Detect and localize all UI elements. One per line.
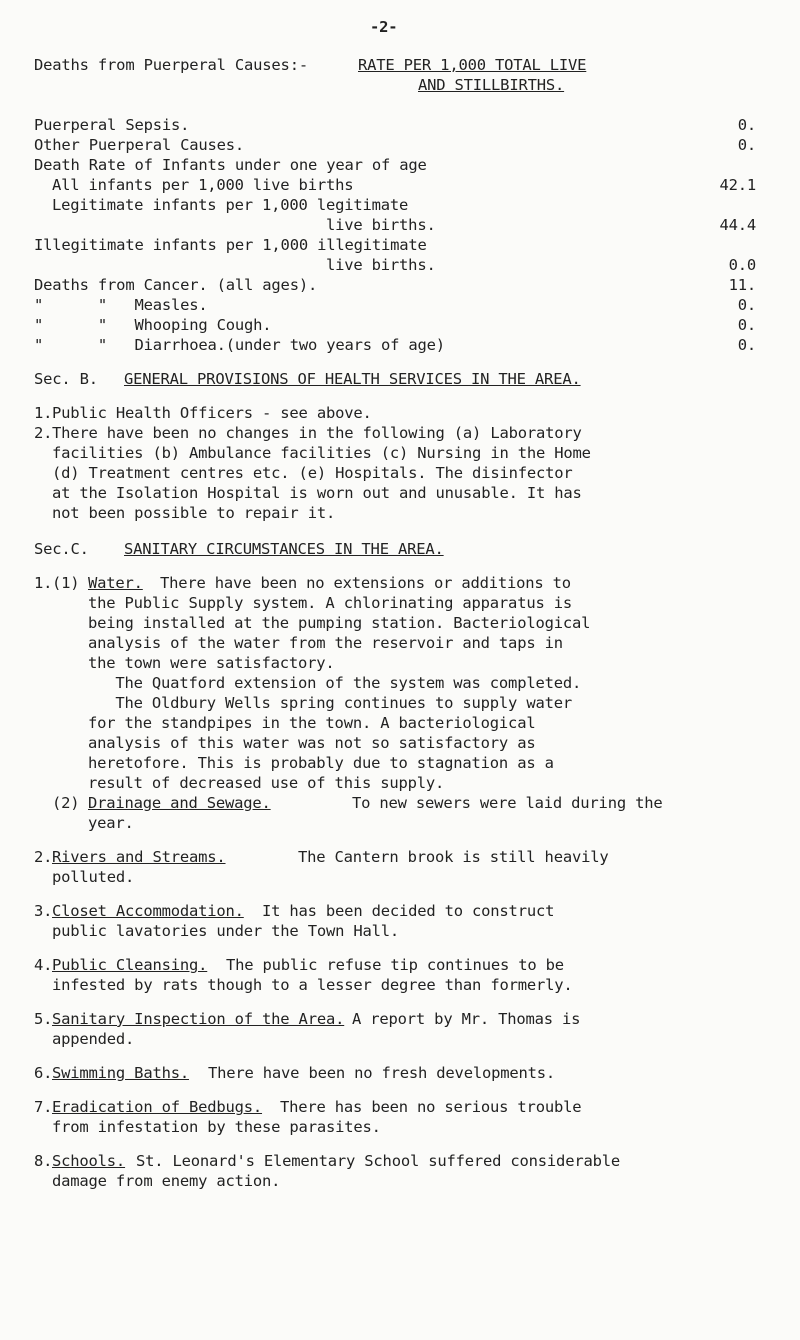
rate-value: 0. bbox=[737, 116, 756, 134]
rate-value: 42.1 bbox=[719, 176, 756, 194]
list-text: analysis of this water was not so satisfactory as bbox=[88, 734, 536, 752]
list-text: heretofore. This is probably due to stagnation as a bbox=[88, 754, 554, 772]
section-b-prefix: Sec. B. bbox=[34, 370, 98, 388]
item-heading: Eradication of Bedbugs. bbox=[52, 1098, 263, 1116]
rate-label: Death Rate of Infants under one year of age bbox=[34, 156, 427, 174]
list-text: appended. bbox=[52, 1030, 135, 1048]
item-heading: Closet Accommodation. bbox=[52, 902, 244, 920]
list-text: A report by Mr. Thomas is bbox=[352, 1010, 581, 1028]
list-text: It has been decided to construct bbox=[262, 902, 555, 920]
rate-label: Legitimate infants per 1,000 legitimate bbox=[52, 196, 409, 214]
sub-heading-drainage: Drainage and Sewage. bbox=[88, 794, 271, 812]
list-text: The public refuse tip continues to be bbox=[226, 956, 564, 974]
list-number: 5. bbox=[34, 1010, 53, 1028]
list-text: Public Health Officers - see above. bbox=[52, 404, 372, 422]
rate-value: 0. bbox=[737, 316, 756, 334]
rate-label: Puerperal Sepsis. bbox=[34, 116, 190, 134]
rate-value: 0. bbox=[737, 296, 756, 314]
item-heading: Swimming Baths. bbox=[52, 1064, 189, 1082]
list-text: at the Isolation Hospital is worn out and unusable. It has bbox=[52, 484, 582, 502]
sub-number: (2) bbox=[52, 794, 80, 812]
item-heading: Schools. bbox=[52, 1152, 126, 1170]
list-text: St. Leonard's Elementary School suffered considerable bbox=[136, 1152, 620, 1170]
rate-value: 44.4 bbox=[719, 216, 756, 234]
page-number: -2- bbox=[370, 18, 398, 36]
list-text: There have been no extensions or additions to bbox=[160, 574, 571, 592]
rate-label: " " Diarrhoea.(under two years of age) bbox=[34, 336, 445, 354]
rate-value: 0. bbox=[737, 136, 756, 154]
item-heading: Sanitary Inspection of the Area. bbox=[52, 1010, 345, 1028]
list-text: the Public Supply system. A chlorinating apparatus is bbox=[88, 594, 572, 612]
list-text: not been possible to repair it. bbox=[52, 504, 336, 522]
item-heading: Rivers and Streams. bbox=[52, 848, 226, 866]
rate-value: 0.0 bbox=[728, 256, 756, 274]
item-heading: Public Cleansing. bbox=[52, 956, 208, 974]
list-text: There have been no fresh developments. bbox=[208, 1064, 556, 1082]
list-text: damage from enemy action. bbox=[52, 1172, 281, 1190]
list-text: result of decreased use of this supply. bbox=[88, 774, 445, 792]
rate-value: 0. bbox=[737, 336, 756, 354]
list-text: for the standpipes in the town. A bacteriological bbox=[88, 714, 536, 732]
rate-label: live births. bbox=[326, 256, 436, 274]
list-number: 6. bbox=[34, 1064, 53, 1082]
section-heading-puerperal: Deaths from Puerperal Causes:- bbox=[34, 56, 308, 74]
list-text: year. bbox=[88, 814, 134, 832]
rate-column-heading-2: AND STILLBIRTHS. bbox=[418, 76, 565, 94]
list-number: 4. bbox=[34, 956, 53, 974]
section-b-title: GENERAL PROVISIONS OF HEALTH SERVICES IN THE AREA. bbox=[124, 370, 581, 388]
list-number: 3. bbox=[34, 902, 53, 920]
list-text: from infestation by these parasites. bbox=[52, 1118, 381, 1136]
rate-label: live births. bbox=[326, 216, 436, 234]
list-text: To new sewers were laid during the bbox=[352, 794, 663, 812]
list-text: polluted. bbox=[52, 868, 135, 886]
list-text: The Quatford extension of the system was completed. bbox=[88, 674, 582, 692]
list-text: The Cantern brook is still heavily bbox=[298, 848, 609, 866]
sub-heading-water: Water. bbox=[88, 574, 143, 592]
rate-column-heading: RATE PER 1,000 TOTAL LIVE bbox=[358, 56, 587, 74]
rate-label: Other Puerperal Causes. bbox=[34, 136, 245, 154]
list-number: 2. bbox=[34, 848, 53, 866]
list-text: There has been no serious trouble bbox=[280, 1098, 582, 1116]
list-number: 8. bbox=[34, 1152, 53, 1170]
list-text: The Oldbury Wells spring continues to supply water bbox=[88, 694, 572, 712]
rate-label: Deaths from Cancer. (all ages). bbox=[34, 276, 318, 294]
rate-label: " " Whooping Cough. bbox=[34, 316, 272, 334]
section-c-title: SANITARY CIRCUMSTANCES IN THE AREA. bbox=[124, 540, 444, 558]
list-text: (d) Treatment centres etc. (e) Hospitals. The disinfector bbox=[52, 464, 573, 482]
list-text: public lavatories under the Town Hall. bbox=[52, 922, 400, 940]
list-text: infested by rats though to a lesser degree than formerly. bbox=[52, 976, 573, 994]
list-text: facilities (b) Ambulance facilities (c) Nursing in the Home bbox=[52, 444, 591, 462]
rate-value: 11. bbox=[728, 276, 756, 294]
list-text: being installed at the pumping station. Bacteriological bbox=[88, 614, 591, 632]
rate-label: Illegitimate infants per 1,000 illegitimate bbox=[34, 236, 427, 254]
rate-label: " " Measles. bbox=[34, 296, 208, 314]
list-text: the town were satisfactory. bbox=[88, 654, 335, 672]
section-c-prefix: Sec.C. bbox=[34, 540, 89, 558]
list-text: analysis of the water from the reservoir and taps in bbox=[88, 634, 563, 652]
list-number: 7. bbox=[34, 1098, 53, 1116]
sub-number: (1) bbox=[52, 574, 80, 592]
rate-label: All infants per 1,000 live births bbox=[52, 176, 354, 194]
list-text: There have been no changes in the following (a) Laboratory bbox=[52, 424, 582, 442]
list-number: 2. bbox=[34, 424, 53, 442]
list-number: 1. bbox=[34, 404, 53, 422]
list-number: 1. bbox=[34, 574, 53, 592]
